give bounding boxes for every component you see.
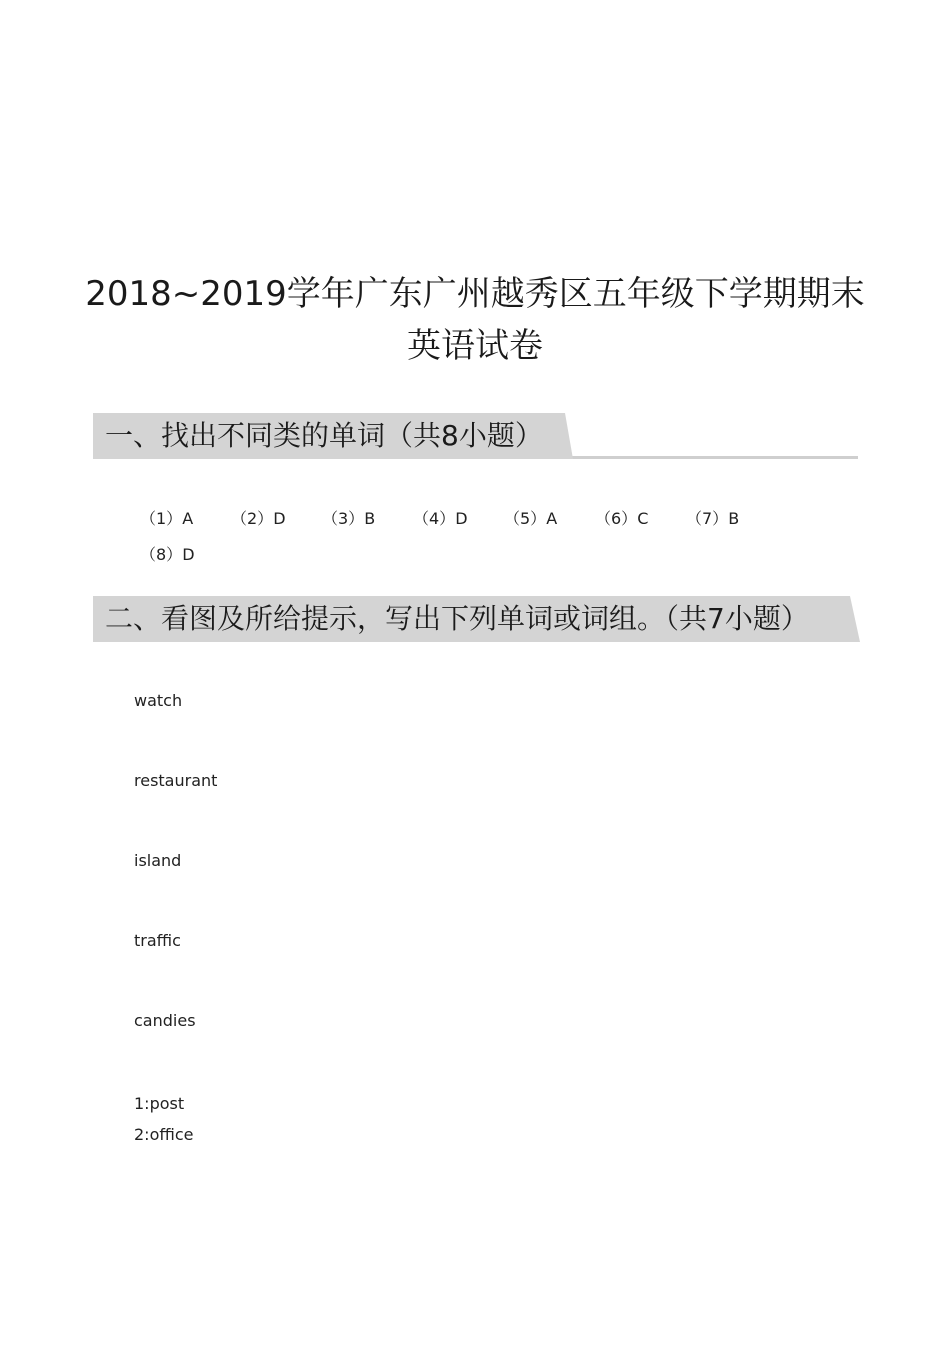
answer-number: （7） bbox=[686, 509, 729, 528]
answer-number: （1） bbox=[140, 509, 183, 528]
answer-value: A bbox=[182, 509, 194, 528]
answer-number: （2） bbox=[231, 509, 274, 528]
answer-item bbox=[322, 505, 413, 533]
answer-item bbox=[140, 541, 231, 569]
multi-word-part: 2:office bbox=[134, 1125, 194, 1144]
section-1-heading: 一、找出不同类的单词（共8小题） bbox=[105, 419, 543, 452]
answer-value: D bbox=[455, 509, 468, 528]
answer-row bbox=[140, 505, 840, 541]
answer-number: （5） bbox=[504, 509, 547, 528]
title-line-1: 2018~2019学年广东广州越秀区五年级下学期期末 bbox=[85, 274, 865, 314]
answer-item bbox=[413, 505, 504, 533]
answer-number: （8） bbox=[140, 545, 183, 564]
answer-value: D bbox=[182, 545, 195, 564]
answer-item bbox=[595, 505, 686, 533]
answer-number: （3） bbox=[322, 509, 365, 528]
section-1-answers bbox=[140, 505, 840, 577]
multi-word-answer bbox=[134, 1088, 217, 1150]
answer-row bbox=[140, 541, 840, 577]
page-title bbox=[60, 268, 890, 372]
word-answer: traffic bbox=[134, 931, 181, 950]
answer-item bbox=[686, 505, 777, 533]
word-answer: restaurant bbox=[134, 771, 218, 790]
answer-value: D bbox=[273, 509, 286, 528]
word-answer: island bbox=[134, 851, 182, 870]
answer-value: C bbox=[637, 509, 649, 528]
answer-number: （6） bbox=[595, 509, 638, 528]
answer-value: B bbox=[728, 509, 740, 528]
title-line-2: 英语试卷 bbox=[407, 326, 543, 366]
answer-number: （4） bbox=[413, 509, 456, 528]
answer-item bbox=[140, 505, 231, 533]
section-1-header bbox=[93, 413, 858, 459]
word-answer: candies bbox=[134, 1011, 196, 1030]
section-2-heading: 二、看图及所给提示，写出下列单词或词组。（共7小题） bbox=[105, 602, 809, 635]
answer-value: A bbox=[546, 509, 558, 528]
answer-item bbox=[231, 505, 322, 533]
section-2-answers bbox=[134, 688, 217, 1150]
word-answer: watch bbox=[134, 691, 183, 710]
section-2-header bbox=[93, 596, 858, 642]
answer-value: B bbox=[364, 509, 376, 528]
multi-word-part: 1:post bbox=[134, 1094, 185, 1113]
answer-item bbox=[504, 505, 595, 533]
